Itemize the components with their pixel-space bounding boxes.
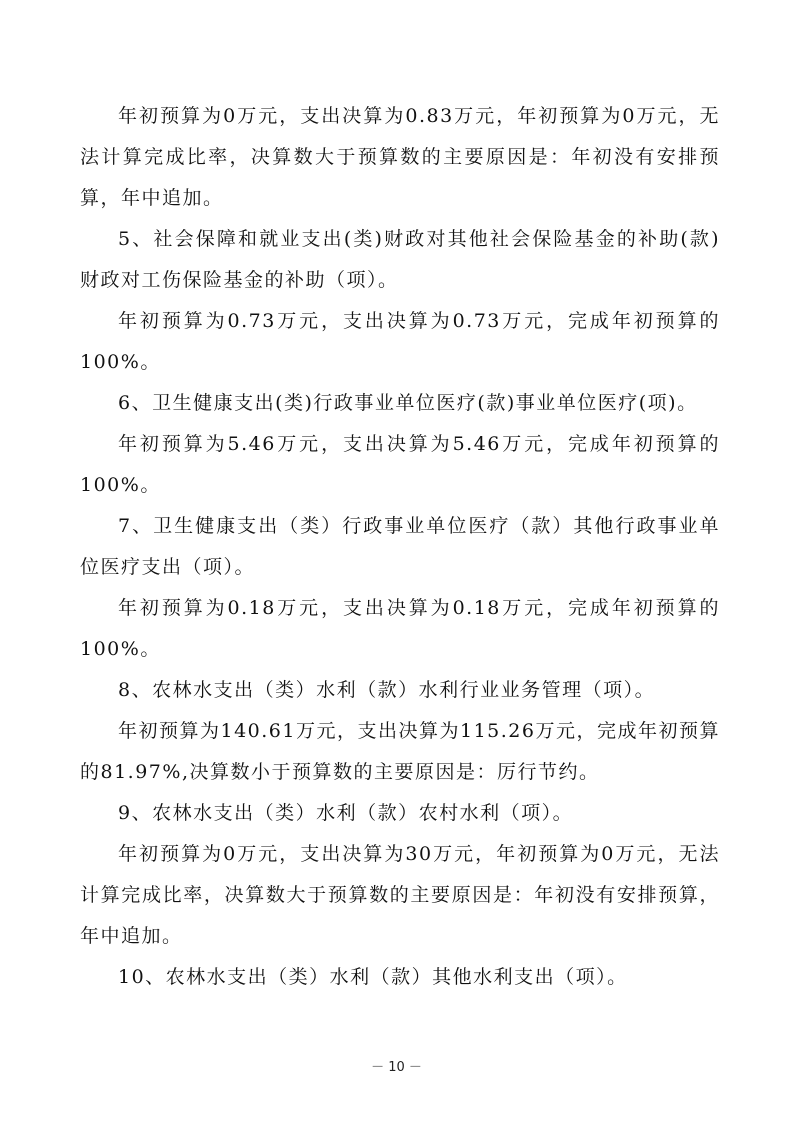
section-heading: 9、农林水支出（类）水利（款）农村水利（项）。 — [118, 802, 574, 824]
paragraph: 年初预算为5.46万元，支出决算为5.46万元，完成年初预算的100%。 — [80, 433, 720, 496]
paragraph: 年初预算为140.61万元，支出决算为115.26万元，完成年初预算的81.97%,决算数小于预算数的主要原因是：厉行节约。 — [80, 720, 720, 783]
paragraph: 年初预算为0万元，支出决算为0.83万元，年初预算为0万元，无法计算完成比率，决算数大于预算数的主要原因是：年初没有安排预算，年中追加。 — [80, 105, 720, 209]
section-heading: 5、社会保障和就业支出(类)财政对其他社会保险基金的补助(款)财政对工伤保险基金的补助（项）。 — [80, 228, 720, 291]
document-body — [80, 96, 720, 998]
section-heading: 7、卫生健康支出（类）行政事业单位医疗（款）其他行政事业单位医疗支出（项）。 — [80, 515, 720, 578]
paragraph: 年初预算为0万元，支出决算为30万元，年初预算为0万元，无法计算完成比率，决算数大于预算数的主要原因是：年初没有安排预算，年中追加。 — [80, 843, 720, 947]
paragraph: 年初预算为0.18万元，支出决算为0.18万元，完成年初预算的100%。 — [80, 597, 720, 660]
section-heading: 8、农林水支出（类）水利（款）水利行业业务管理（项）。 — [118, 679, 656, 701]
page-number: － 10 － — [371, 1060, 422, 1075]
section-heading: 10、农林水支出（类）水利（款）其他水利支出（项）。 — [118, 966, 628, 988]
section-heading: 6、卫生健康支出(类)行政事业单位医疗(款)事业单位医疗(项)。 — [118, 392, 698, 414]
paragraph: 年初预算为0.73万元，支出决算为0.73万元，完成年初预算的100%。 — [80, 310, 720, 373]
